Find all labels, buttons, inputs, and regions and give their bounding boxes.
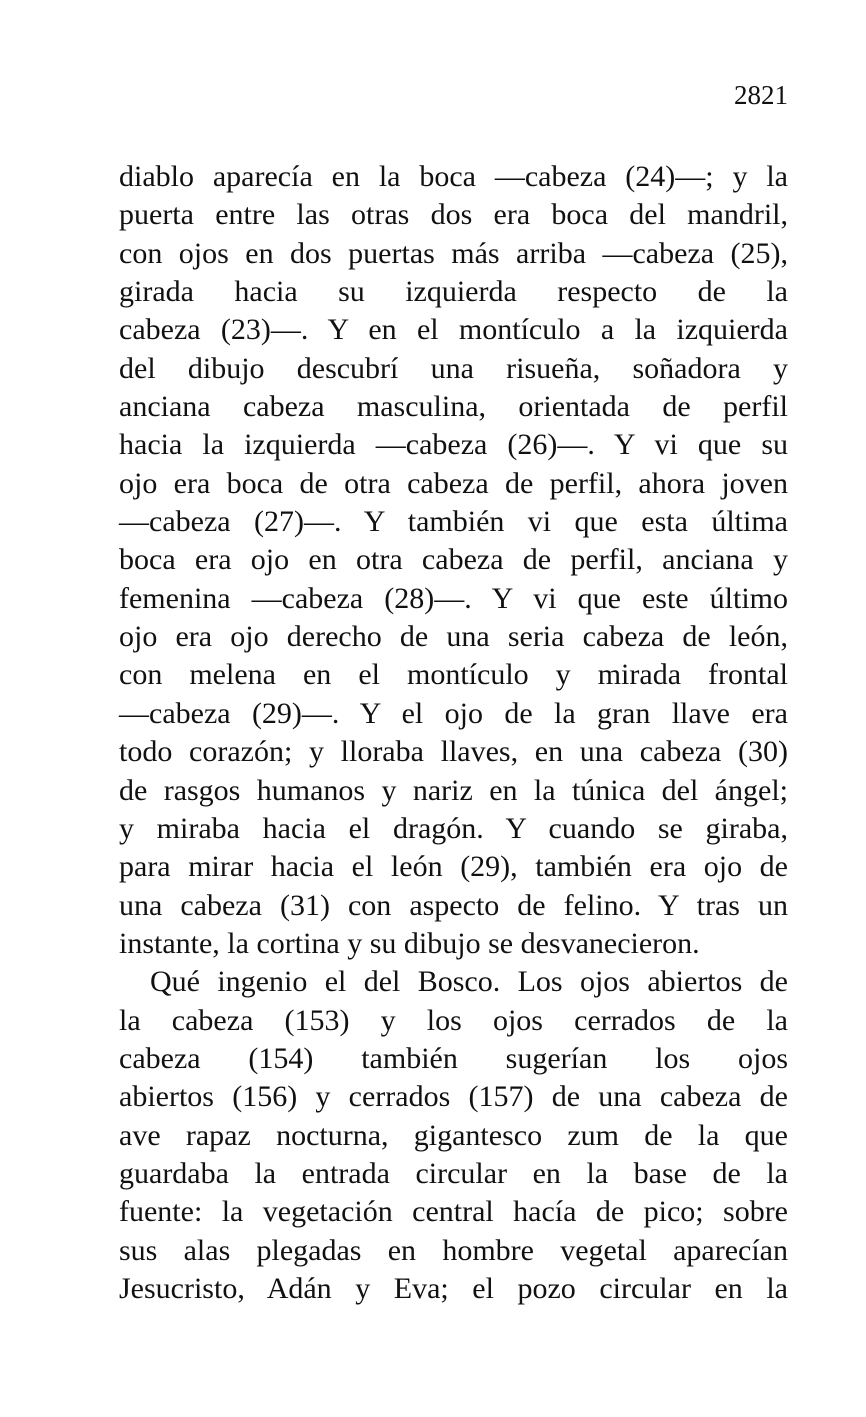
text-line: ojo era ojo derecho de una seria cabeza de león, bbox=[119, 620, 788, 654]
text-line: hacia la izquierda —cabeza (26)—. Y vi que su bbox=[119, 428, 788, 462]
text-line: Jesucristo, Adán y Eva; el pozo circular en la bbox=[119, 1271, 788, 1305]
text-line: y miraba hacia el dragón. Y cuando se giraba, bbox=[119, 811, 788, 845]
text-line: para mirar hacia el león (29), también era ojo de bbox=[119, 850, 788, 884]
text-line: cabeza (154) también sugerían los ojos bbox=[119, 1041, 788, 1075]
text-line: diablo aparecía en la boca —cabeza (24)—; y la bbox=[119, 160, 788, 193]
text-line: abiertos (156) y cerrados (157) de una cabeza de bbox=[119, 1080, 788, 1114]
body-text bbox=[119, 158, 788, 1308]
text-line: sus alas plegadas en hombre vegetal aparecían bbox=[119, 1233, 788, 1267]
text-line: —cabeza (27)—. Y también vi que esta última bbox=[119, 505, 788, 539]
text-line: anciana cabeza masculina, orientada de perfil bbox=[119, 390, 788, 424]
text-line: puerta entre las otras dos era boca del mandril, bbox=[119, 198, 788, 232]
page-number: 2821 bbox=[734, 80, 788, 110]
text-line: Qué ingenio el del Bosco. Los ojos abiertos de bbox=[150, 965, 788, 999]
text-line: una cabeza (31) con aspecto de felino. Y tras un bbox=[119, 888, 788, 922]
text-line: girada hacia su izquierda respecto de la bbox=[119, 275, 788, 309]
text-line: —cabeza (29)—. Y el ojo de la gran llave era bbox=[119, 696, 788, 730]
text-line: boca era ojo en otra cabeza de perfil, anciana y bbox=[119, 543, 788, 577]
text-line: la cabeza (153) y los ojos cerrados de la bbox=[119, 1003, 788, 1037]
text-line: femenina —cabeza (28)—. Y vi que este último bbox=[119, 581, 788, 615]
text-line: con ojos en dos puertas más arriba —cabeza (25), bbox=[119, 236, 788, 270]
text-line: instante, la cortina y su dibujo se desvanecieron. bbox=[119, 926, 700, 960]
text-line: guardaba la entrada circular en la base de la bbox=[119, 1156, 788, 1190]
text-line: del dibujo descubrí una risueña, soñadora y bbox=[119, 351, 788, 385]
text-line: de rasgos humanos y nariz en la túnica del ángel; bbox=[119, 773, 788, 807]
text-line: con melena en el montículo y mirada frontal bbox=[119, 658, 788, 692]
text-line: ojo era boca de otra cabeza de perfil, ahora joven bbox=[119, 466, 788, 500]
text-line: cabeza (23)—. Y en el montículo a la izquierda bbox=[119, 313, 788, 347]
text-line: ave rapaz nocturna, gigantesco zum de la que bbox=[119, 1118, 788, 1152]
text-line: fuente: la vegetación central hacía de pico; sobre bbox=[119, 1195, 788, 1229]
text-line: todo corazón; y lloraba llaves, en una cabeza (30) bbox=[119, 735, 788, 769]
